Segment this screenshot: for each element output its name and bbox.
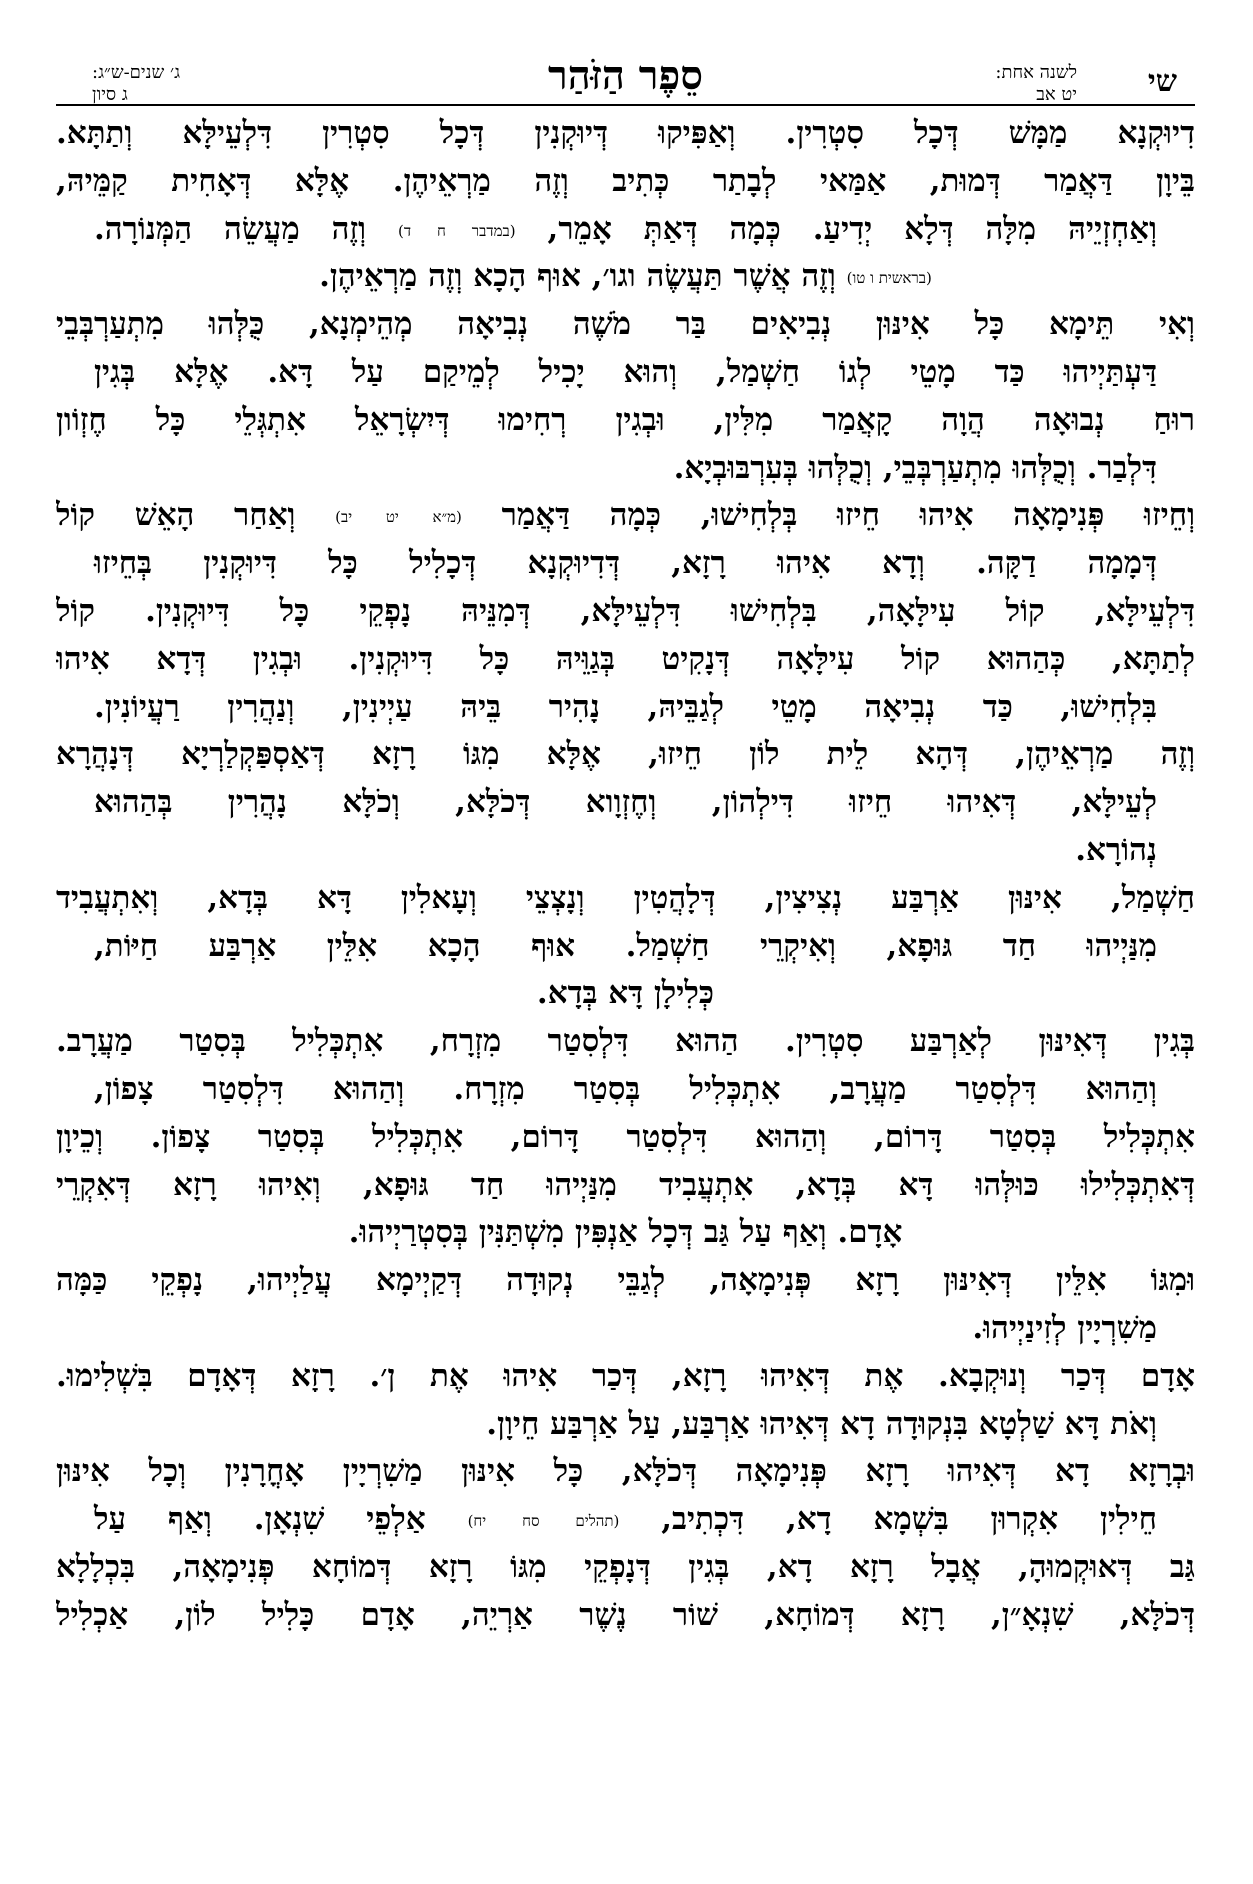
line-text: וְזֶה מַרְאֵיהֶן, דְּהָא לֵית לוֹן חֵיזוּ, אֶלָּא מִגּוֹ רָזָא דְּאַסְפַּקְלַרְיָא דְּנָהֲרָא bbox=[56, 736, 1195, 773]
text-line bbox=[56, 1114, 1195, 1162]
line-text: וְאֹת דָּא שַׁלְטָא בִּנְקוּדָה דָא דְּאִיהוּ אַרְבַּע, עַל אַרְבַּע חֵיוָן. bbox=[486, 1405, 1157, 1442]
line-text: וּבְרָזָא דָא דְּאִיהוּ רָזָא פְּנִימָאָה דְּכֹלָּא, כָּל אִינּוּן מַשִׁרְיָין אָחֳרָנִין וְכָל אִינּוּן bbox=[56, 1453, 1195, 1490]
text-line bbox=[56, 1209, 1195, 1257]
line-text: חֵילִין אִקְרוּן בִּשְׁמָא דָא, דִּכְתִיב, bbox=[661, 1501, 1158, 1538]
text-body bbox=[56, 106, 1195, 1640]
text-line bbox=[56, 636, 1195, 684]
line-text-continued: אַלְפֵי שִׁנְאָן. וְאַף עַל bbox=[94, 1501, 426, 1538]
line-text: דְּכֹלָּא, שִׁנְאָ״ן, רָזָא דְּמוֹחָא, שׁוֹר נֶשֶׁר אַרְיֵה, אָדָם כָּלִיל לוֹן, אַכְלִיל bbox=[56, 1596, 1195, 1633]
text-line bbox=[56, 301, 1195, 349]
text-line bbox=[56, 492, 1195, 540]
verse-reference: (בראשית ו טו) bbox=[846, 269, 932, 288]
text-line bbox=[56, 1448, 1195, 1496]
schedule-one-year-date: יט אב bbox=[1036, 84, 1077, 105]
line-text: דַּעְתַּיְיהוּ כַּד מָטֵי לְגוֹ חַשְׁמַל, וְהוּא יָכִיל לְמֵיקַם עַל דָּא. אֶלָּא בְּגִין bbox=[94, 353, 1157, 390]
line-text: מַשִׁרְיָין לְזִינַיְיהוּ. bbox=[972, 1309, 1157, 1346]
text-line bbox=[56, 1592, 1195, 1640]
text-line bbox=[56, 1544, 1195, 1592]
line-text: דְּאִתְכְּלִילוּ כּוּלְּהוּ דָּא בְּדָא, אִתְעֲבִיד מִנַּיְיהוּ חַד גּוּפָא, וְאִיהוּ רָזָא דְּאִקְרֵי bbox=[56, 1166, 1195, 1203]
verse-reference: (מ״א יט יב) bbox=[335, 508, 462, 527]
verse-reference: (תהלים סח יח) bbox=[467, 1512, 620, 1531]
line-text: וְהַהוּא דִּלְסִטַר מַעֲרָב, אִתְכְּלִיל בְּסִטַר מִזְרָח. וְהַהוּא דִּלְסִטַר צָפוֹן, bbox=[94, 1070, 1157, 1107]
schedule-one-year-label: לשנה אחת: bbox=[995, 62, 1077, 83]
text-line bbox=[56, 1066, 1195, 1114]
text-line bbox=[56, 1257, 1195, 1305]
text-line bbox=[56, 970, 1195, 1018]
text-line bbox=[56, 1401, 1195, 1449]
text-line bbox=[56, 779, 1195, 827]
text-line bbox=[56, 158, 1195, 206]
text-line bbox=[56, 827, 1195, 875]
line-text: וְאִי תֵּימָא כָּל אִינּוּן נְבִיאִים בַּר מֹשֶׁה נְבִיאָה מְהֵימְנָא, כֻּלְּהוּ מִתְעַרְבְּבֵי bbox=[56, 306, 1195, 343]
text-line bbox=[56, 731, 1195, 779]
line-text: מִנַּיְיהוּ חַד גּוּפָא, וְאִיקְרֵי חַשְׁמַל. אוּף הָכָא אִלֵּין אַרְבַּע חַיּוֹת, bbox=[94, 927, 1157, 964]
line-text-continued: וְאַחַר הָאֵשׁ קוֹל bbox=[56, 497, 296, 534]
line-text: דִּלְעֵילָּא, קוֹל עִילָּאָה, בִּלְחִישׁוּ דִּלְעֵילָּא, דְּמִנֵּיהּ נָפְקֵי כָּל דִּיוּקְנִין. קוֹל bbox=[56, 592, 1195, 629]
text-line bbox=[56, 206, 1195, 254]
text-line bbox=[56, 253, 1195, 301]
verse-reference: (במדבר ח ד) bbox=[398, 221, 516, 240]
schedule-three-year-date: ג סיון bbox=[92, 84, 128, 105]
line-text: חַשְׁמַל, אִינּוּן אַרְבַּע נְצִיצִין, דְּלָהֲטִין וְנָצְצֵי וְעָאלִין דָּא בְּדָא, וְאִתְעֲבִיד bbox=[56, 879, 1195, 916]
line-text: בְּגִין דְּאִינּוּן לְאַרְבַּע סִטְרִין. הַהוּא דִּלְסִטַר מִזְרָח, אִתְכְּלִיל בְּסִטַר מַעֲרָב. bbox=[56, 1023, 1195, 1060]
line-text: נְהוֹרָא. bbox=[1075, 831, 1157, 868]
page-header bbox=[56, 0, 1195, 106]
text-line bbox=[56, 1353, 1195, 1401]
line-text: כְּלִילָן דָּא בְּדָא. bbox=[536, 975, 715, 1012]
line-text: אָדָם. וְאַף עַל גַּב דְּכָל אַנְפִּין מִשְׁתַּנִּין בְּסִטְרַיְיהוּ. bbox=[348, 1214, 903, 1251]
line-text: אִתְכְּלִיל בְּסִטַר דָּרוֹם, וְהַהוּא דִּלְסִטַר דָּרוֹם, אִתְכְּלִיל בְּסִטַר צָפוֹן. וְכֵיוָן bbox=[56, 1118, 1195, 1155]
text-line bbox=[56, 110, 1195, 158]
line-text: וְאַחְזְיֵיהּ מִלָּה דְּלָא יְדִיעַ. כְּמָה דְּאַתְּ אָמֵר, bbox=[547, 210, 1158, 247]
line-text: בִּלְחִישׁוּ, כַּד נְבִיאָה מָטֵי לְגַבֵּיהּ, נָהִיר בֵּיהּ עַיְינִין, וְנַהֲרִין רַעֲיוֹנִין. bbox=[94, 688, 1157, 725]
text-line bbox=[56, 397, 1195, 445]
text-line bbox=[56, 588, 1195, 636]
line-text: רוּחַ נְבוּאָה הֲוָה קָאֲמַר מִלִּין, וּבְגִין רְחִימוּ דְּיִשְׂרָאֵל אִתְגְּלֵי כָּל חֶזְוֹון bbox=[56, 401, 1195, 438]
text-line bbox=[56, 540, 1195, 588]
line-text: וְחֵיזוּ פְּנִימָאָה אִיהוּ חֵיזוּ בְּלְחִישׁוּ, כְּמָה דַּאֲמַר bbox=[501, 497, 1195, 534]
line-text: דִּלְבַר. וְכֻלְּהוּ מִתְעַרְבְּבֵי, וְכֻלְּהוּ בְּעִרְבּוּבְיָא. bbox=[673, 449, 1157, 486]
text-line bbox=[56, 875, 1195, 923]
line-text: דִיוּקְנָא מַמָּשׁ דְּכָל סִטְרִין. וְאַפִּיקוּ דְּיוּקְנִין דְּכָל סִטְרִין דִּלְעֵילָּא וְתַתָּא. bbox=[56, 115, 1195, 151]
study-schedule-three-year bbox=[92, 62, 180, 106]
line-text: אָדָם דְּכַר וְנוּקְבָא. אֶת דְּאִיהוּ רָזָא, דְּכַר אִיהוּ אֶת ן׳. רָזָא דְּאָדָם בִּשְׁלִימוּ. bbox=[56, 1357, 1195, 1394]
line-text: בֵּיוָן דַּאֲמַר דְּמוּת, אַמַּאי לְבָתַר כְּתִיב וְזֶה מַרְאֵיהֶן. אֶלָּא דְּאָחִית קַמֵּיהּ, bbox=[56, 162, 1195, 199]
text-line bbox=[56, 923, 1195, 971]
line-text: גַּב דְּאוּקְמוּהָ, אֲבָל רָזָא דָא, בְּגִין דְּנָפְקֵי מִגּוֹ רָזָא דְּמוֹחָא פְּנִימָאָה, בִּכְלָלָא bbox=[56, 1548, 1195, 1585]
line-text: דְּמָמָה דַקָּה. וְדָא אִיהוּ רָזָא, דְּדִיוּקְנָא דְּכָלִיל כָּל דִּיוּקְנִין בְּחֵיזוּ bbox=[94, 545, 1157, 582]
text-line bbox=[56, 445, 1195, 493]
text-line bbox=[56, 1162, 1195, 1210]
line-text-continued: וְזֶה מַעֲשֵׂה הַמְּנוֹרָה. bbox=[94, 210, 367, 247]
text-line bbox=[56, 1305, 1195, 1353]
page-number: שי bbox=[1147, 64, 1177, 99]
text-line bbox=[56, 684, 1195, 732]
line-text: לְעֵילָּא, דְּאִיהוּ חֵיזוּ דִּילְהוֹן, וְחֶזְוָוא דְּכֹלָּא, וְכֹלָּא נָהֲרִין בְּהַהוּא bbox=[94, 784, 1157, 821]
text-line bbox=[56, 1018, 1195, 1066]
text-line bbox=[56, 349, 1195, 397]
schedule-three-year-label: ג׳ שנים-ש״ג: bbox=[92, 62, 181, 83]
line-text: וּמִגּוֹ אִלֵּין דְּאִינּוּן רָזָא פְּנִימָאָה, לְגַבֵּי נְקוּדָה דְּקַיְימָא עֲלַיְיהוּ, נָפְקֵי כַּמָּה bbox=[56, 1262, 1195, 1299]
text-line bbox=[56, 1496, 1195, 1544]
line-text: לְתַתָּא, כְּהַהוּא קוֹל עִילָּאָה דְּנָקִיט בְּגַוֵּיהּ כָּל דִּיוּקְנִין. וּבְגִין דְּדָא אִיהוּ bbox=[56, 640, 1195, 677]
line-text-continued: וְזֶה אֲשֶׁר תַּעֲשֶׂה וגו׳, אוּף הָכָא וְזֶה מַרְאֵיהֶן. bbox=[319, 258, 836, 295]
book-title: סֵפֶר הַזֹּהַר bbox=[548, 52, 703, 99]
